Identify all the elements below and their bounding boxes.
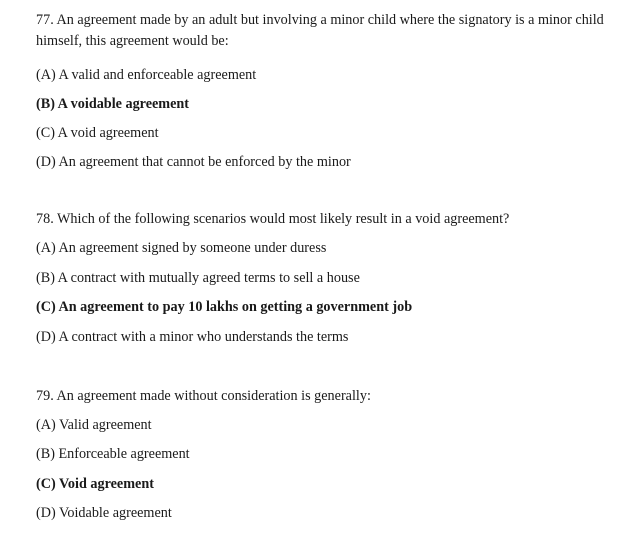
option-d: (D) An agreement that cannot be enforced by the minor xyxy=(36,154,351,170)
question-stem: 77. An agreement made by an adult but involving a minor child where the signatory is a minor child himself, this agreement would be: xyxy=(36,12,604,49)
option-d: (D) Voidable agreement xyxy=(36,505,172,521)
option-c-correct: (C) Void agreement xyxy=(36,476,154,492)
question-stem: 79. An agreement made without consideration is generally: xyxy=(36,388,371,404)
option-c-correct: (C) An agreement to pay 10 lakhs on getting a government job xyxy=(36,299,413,315)
option-a: (A) Valid agreement xyxy=(36,417,152,433)
question-79 xyxy=(36,386,626,521)
option-a: (A) An agreement signed by someone under duress xyxy=(36,240,327,256)
question-stem: 78. Which of the following scenarios would most likely result in a void agreement? xyxy=(36,211,510,227)
option-b-correct: (B) A voidable agreement xyxy=(36,96,190,112)
option-d: (D) A contract with a minor who understands the terms xyxy=(36,329,349,345)
option-b: (B) Enforceable agreement xyxy=(36,446,190,462)
option-a: (A) A valid and enforceable agreement xyxy=(36,67,257,83)
question-77 xyxy=(36,10,626,170)
option-c: (C) A void agreement xyxy=(36,125,159,141)
option-b: (B) A contract with mutually agreed terms to sell a house xyxy=(36,270,360,286)
question-78 xyxy=(36,209,626,345)
